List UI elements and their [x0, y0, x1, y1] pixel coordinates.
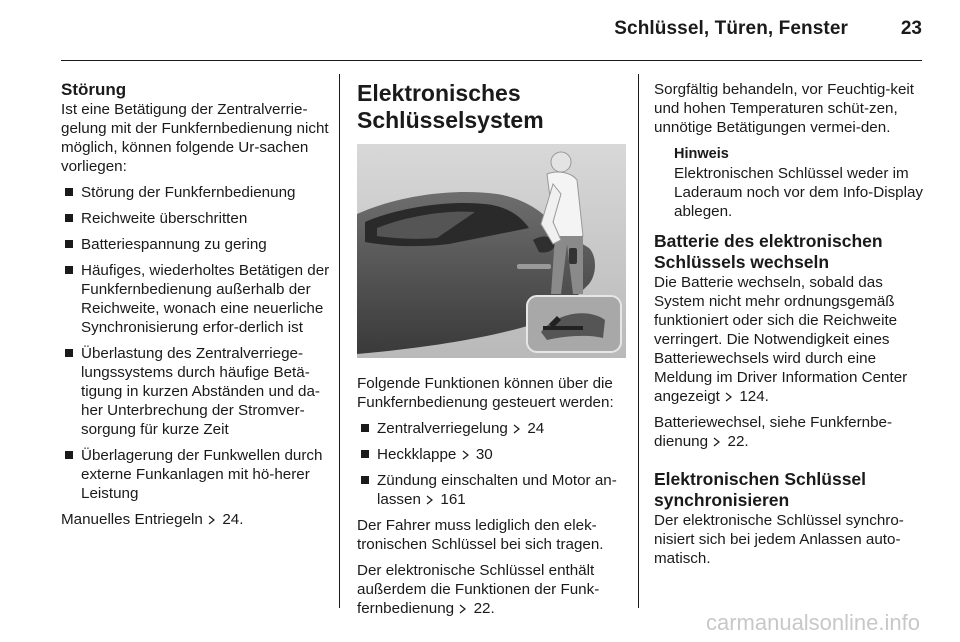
- function-central-locking: Zentralverriegelung: [377, 420, 508, 437]
- page-link-tailgate[interactable]: 30: [475, 446, 493, 463]
- page-ref-arrow-icon: [426, 495, 434, 505]
- page-ref-arrow-icon: [513, 424, 521, 434]
- note-box: [654, 145, 924, 221]
- car-key-illustration: [357, 144, 626, 358]
- heading-synchronize: Elektronischen Schlüssel synchronisieren: [654, 469, 867, 510]
- manual-unlock-text: Manuelles Entriegeln: [61, 511, 203, 528]
- driver-carry-key: Der Fahrer muss lediglich den elek-tronischen Schlüssel bei sich tragen.: [357, 517, 604, 553]
- column-3: [654, 80, 924, 575]
- function-tailgate: Heckklappe: [377, 446, 457, 463]
- note-text: Elektronischen Schlüssel weder im Laderaum noch vor dem Info-Display ablegen.: [674, 165, 924, 220]
- remote-functions-line: [357, 561, 629, 618]
- heading-battery-change: Batterie des elektronischen Schlüssels wechseln: [654, 231, 883, 272]
- functions-intro: Folgende Funktionen können über die Funkfernbedienung gesteuert werden:: [357, 375, 614, 411]
- column-1: [61, 80, 331, 536]
- battery-ref-page-link[interactable]: 22.: [727, 433, 749, 450]
- column-2: [357, 80, 629, 625]
- function-ignition: Zündung einschalten und Motor an-lassen: [377, 472, 617, 508]
- list-item: Überlagerung der Funkwellen durch externe Funkanlagen mit hö-herer Leistung: [61, 446, 331, 503]
- page-ref-arrow-icon: [462, 450, 470, 460]
- battery-change-text: Die Batterie wechseln, sobald das System nicht mehr ordnungsgemäß funktioniert oder sich die Reichweite verringert. Die Notwendigkeit eines Batteriewechsels wird durch eine Meldung im Driver Information Center angezeigt: [654, 274, 908, 405]
- note-label: Hinweis: [674, 146, 729, 162]
- battery-ref-text: Batteriewechsel, siehe Funkfernbe-dienung: [654, 414, 893, 450]
- care-instructions: Sorgfältig behandeln, vor Feuchtig-keit und hohen Temperaturen schüt-zen, unnötige Betätigungen vermei-den.: [654, 81, 915, 136]
- column-divider-right: [638, 74, 639, 608]
- page-ref-arrow-icon: [713, 437, 721, 447]
- page-number: 23: [900, 18, 922, 39]
- watermark: carmanualsonline.info: [705, 610, 920, 635]
- battery-ref-line: [654, 413, 924, 451]
- functions-list: [357, 419, 629, 509]
- list-item: Überlastung des Zentralverriege-lungssystems durch häufige Betä-tigung in kurzen Abständen und da-her Unterbrechung der Stromver-sorgung für kurze Zeit: [61, 344, 331, 439]
- stoerung-intro: Ist eine Betätigung der Zentralverrie-gelung mit der Funkfernbedienung nicht möglich, können folgende Ur-sachen vorliegen:: [61, 101, 329, 175]
- manual-unlock-line: [61, 510, 331, 529]
- header-rule: [61, 60, 922, 61]
- battery-change-line: [654, 273, 924, 406]
- heading-electronic-key-system: [357, 80, 629, 134]
- column-divider-left: [339, 74, 340, 608]
- list-item: Reichweite überschritten: [61, 209, 331, 228]
- heading-line-2: Schlüsselsystem: [357, 107, 544, 133]
- synchronize-text: Der elektronische Schlüssel synchro-nisiert sich bei jedem Anlassen auto-matisch.: [654, 512, 904, 567]
- page-ref-arrow-icon: [459, 604, 467, 614]
- remote-functions-text: Der elektronische Schlüssel enthält außerdem die Funktionen der Funk-fernbedienung: [357, 562, 600, 617]
- list-item: [357, 471, 629, 509]
- list-item: Häufiges, wiederholtes Betätigen der Funkfernbedienung außerhalb der Reichweite, wonach eine neuerliche Synchronisierung erfor-derlich ist: [61, 261, 331, 337]
- heading-stoerung: Störung: [61, 80, 127, 99]
- page-link-central-locking[interactable]: 24: [527, 420, 545, 437]
- remote-functions-page-link[interactable]: 22.: [473, 600, 495, 617]
- manual-unlock-page-link[interactable]: 24.: [222, 511, 244, 528]
- list-item: [357, 419, 629, 438]
- page-ref-arrow-icon: [208, 515, 216, 525]
- list-item: Batteriespannung zu gering: [61, 235, 331, 254]
- list-item: Störung der Funkfernbedienung: [61, 183, 331, 202]
- page-link-ignition[interactable]: 161: [440, 491, 466, 508]
- list-item: [357, 445, 629, 464]
- battery-change-page-link[interactable]: 124.: [739, 388, 769, 405]
- page-ref-arrow-icon: [725, 392, 733, 402]
- stoerung-cause-list: [61, 183, 331, 503]
- heading-line-1: Elektronisches: [357, 80, 521, 106]
- header-title: Schlüssel, Türen, Fenster: [614, 18, 848, 39]
